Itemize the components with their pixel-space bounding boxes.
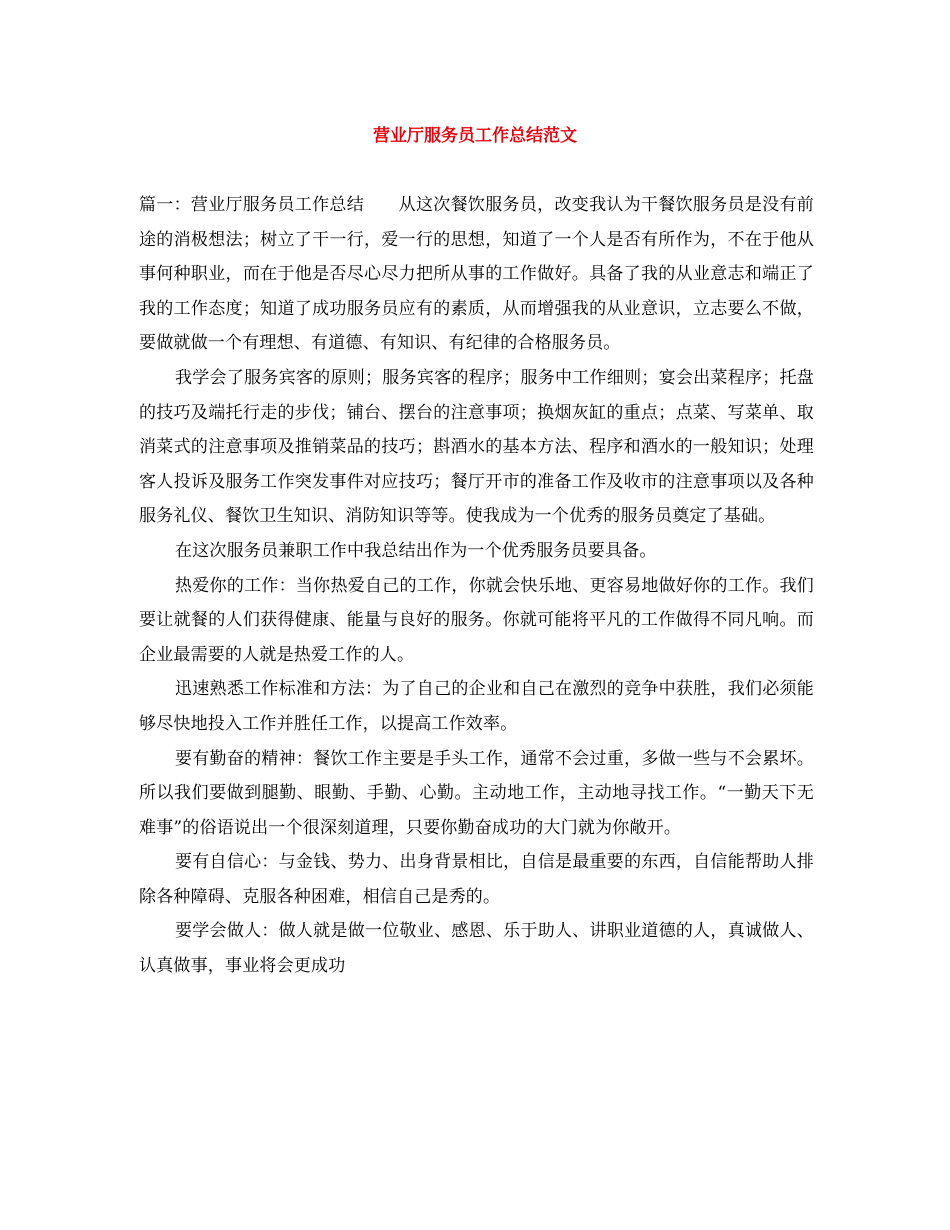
document-title: 营业厅服务员工作总结范文 [373, 126, 577, 146]
paragraph-4: 热爱你的工作：当你热爱自己的工作，你就会快乐地、更容易地做好你的工作。我们要让就餐的人们获得健康、能量与良好的服务。你就可能将平凡的工作做得不同凡响。而企业最需要的人就是热爱工作的人。 [139, 575, 814, 665]
paragraph-5: 迅速熟悉工作标准和方法：为了自己的企业和自己在激烈的竞争中获胜，我们必须能够尽快地投入工作并胜任工作，以提高工作效率。 [139, 679, 814, 734]
paragraph-7: 要有自信心：与金钱、势力、出身背景相比，自信是最重要的东西，自信能帮助人排除各种障碍、克服各种困难，相信自己是秀的。 [139, 852, 814, 907]
paragraph-8: 要学会做人：做人就是做一位敬业、感恩、乐于助人、讲职业道德的人，真诚做人、认真做事，事业将会更成功 [139, 921, 814, 977]
paragraph-2: 我学会了服务宾客的原则；服务宾客的程序；服务中工作细则；宴会出菜程序；托盘的技巧及端托行走的步伐；铺台、摆台的注意事项；换烟灰缸的重点；点菜、写菜单、取消菜式的注意事项及推销菜品的技巧；斟酒水的基本方法、程序和酒水的一般知识；处理客人投诉及服务工作突发事件对应技巧；餐厅开市的准备工作及收市的注意事项以及各种服务礼仪、餐饮卫生知识、消防知识等等。使我成为一个优秀的服务员奠定了基础。 [139, 367, 814, 527]
paragraph-1: 篇一：营业厅服务员工作总结 从这次餐饮服务员，改变我认为干餐饮服务员是没有前途的消极想法；树立了干一行，爱一行的思想，知道了一个人是否有所作为，不在于他从事何种职业，而在于他是否尽心尽力把所从事的工作做好。具备了我的从业意志和端正了我的工作态度；知道了成功服务员应有的素质，从而增强我的从业意识，立志要么不做，要做就做一个有理想、有道德、有知识、有纪律的合格服务员。 [139, 195, 814, 354]
document-body [139, 188, 814, 984]
paragraph-3: 在这次服务员兼职工作中我总结出作为一个优秀服务员要具备。 [175, 540, 657, 561]
paragraph-6: 要有勤奋的精神：餐饮工作主要是手头工作，通常不会过重，多做一些与不会累坏。所以我们要做到腿勤、眼勤、手勤、心勤。主动地工作，主动地寻找工作。“一勤天下无难事”的俗语说出一个很深刻道理，只要你勤奋成功的大门就为你敞开。 [139, 748, 814, 838]
